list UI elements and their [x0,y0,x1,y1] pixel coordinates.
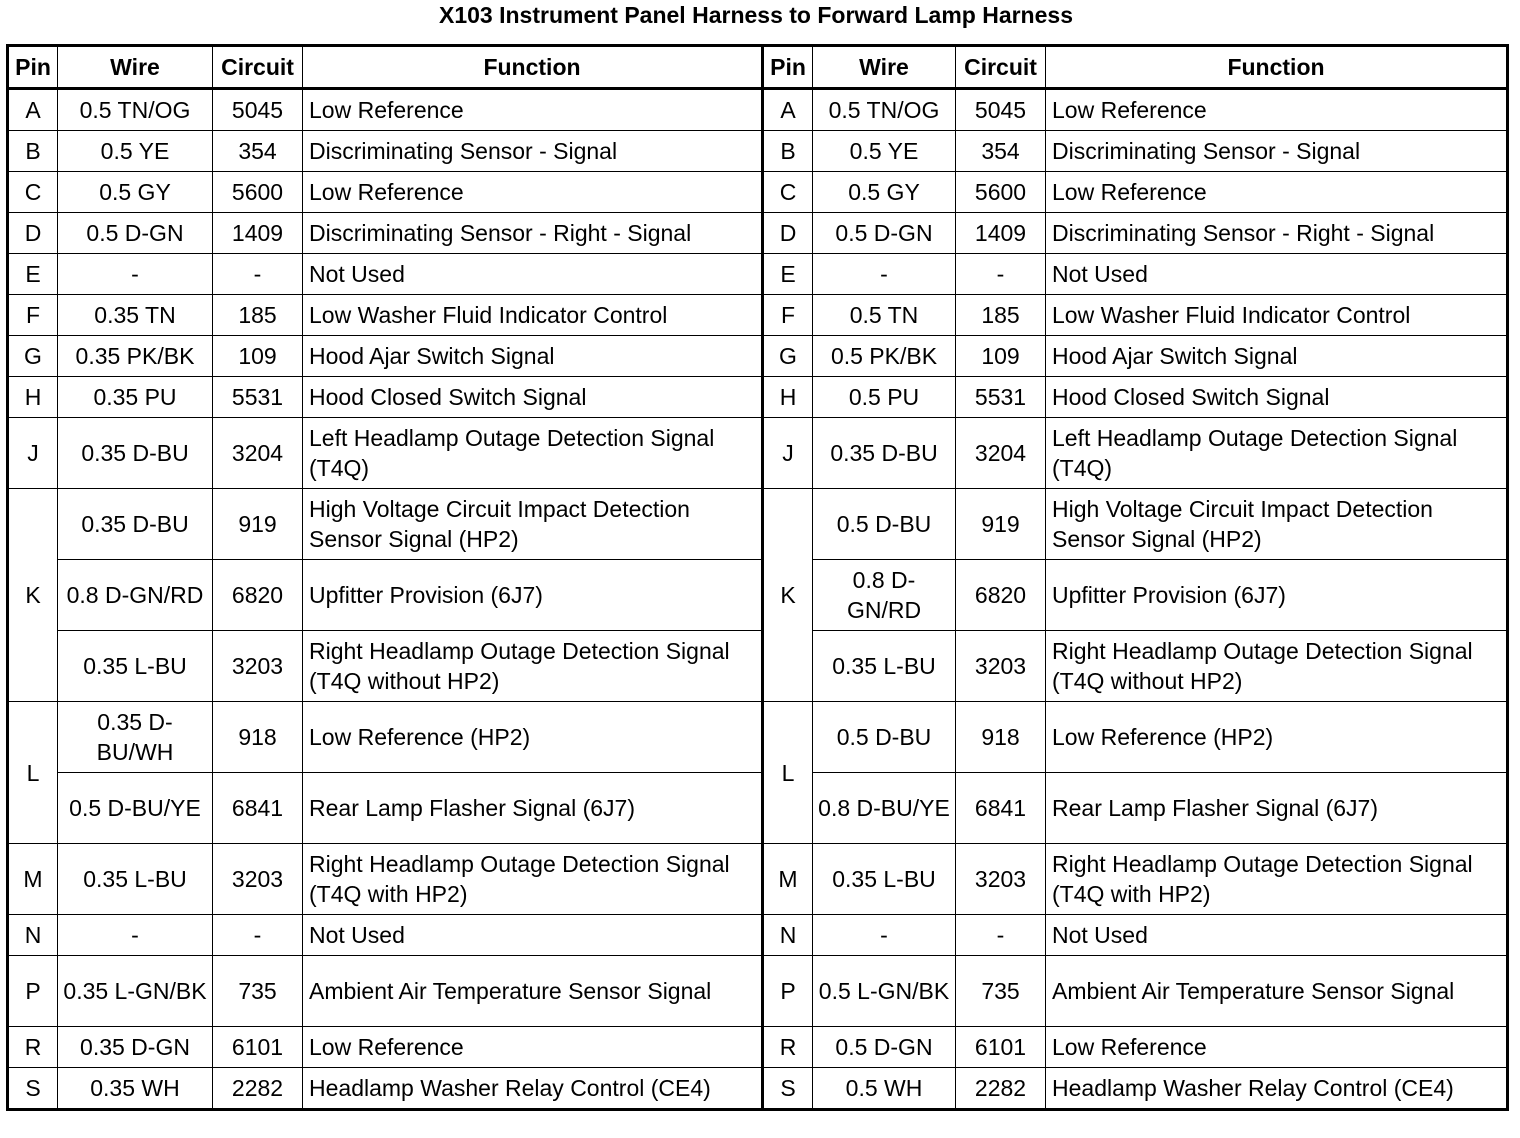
function-cell: Right Headlamp Outage Detection Signal (T4Q without HP2) [303,631,763,702]
circuit-cell: 6841 [213,773,303,844]
function-cell: Headlamp Washer Relay Control (CE4) [1046,1068,1508,1110]
pin-cell: B [763,131,813,172]
circuit-cell: 109 [956,336,1046,377]
wire-cell: 0.35 D-BU [813,418,956,489]
circuit-cell: - [213,254,303,295]
pin-cell: A [763,89,813,131]
pin-cell: F [8,295,58,336]
function-cell: Discriminating Sensor - Right - Signal [1046,213,1508,254]
pin-cell: S [8,1068,58,1110]
table-row [8,956,1508,1027]
function-cell: Low Washer Fluid Indicator Control [1046,295,1508,336]
function-cell: Left Headlamp Outage Detection Signal (T4Q) [1046,418,1508,489]
function-cell: Rear Lamp Flasher Signal (6J7) [1046,773,1508,844]
table-row [8,131,1508,172]
wire-cell: 0.35 D-GN [58,1027,213,1068]
circuit-cell: 918 [213,702,303,773]
pin-cell: C [8,172,58,213]
function-cell: Low Reference (HP2) [1046,702,1508,773]
circuit-cell: 1409 [213,213,303,254]
circuit-cell: 3203 [956,631,1046,702]
wire-cell: 0.5 D-GN [813,1027,956,1068]
circuit-cell: 6101 [213,1027,303,1068]
circuit-cell: 185 [213,295,303,336]
wire-cell: 0.5 D-BU [813,489,956,560]
circuit-cell: - [956,254,1046,295]
wire-cell: 0.5 PU [813,377,956,418]
table-row [8,560,1508,631]
pin-cell: J [763,418,813,489]
circuit-cell: 5045 [213,89,303,131]
header-circuit: Circuit [956,46,1046,89]
circuit-cell: 354 [956,131,1046,172]
pin-cell: L [763,702,813,844]
wire-cell: 0.35 L-GN/BK [58,956,213,1027]
wire-cell: 0.8 D-GN/RD [58,560,213,631]
pin-cell: N [763,915,813,956]
function-cell: Low Reference [303,172,763,213]
pin-cell: L [8,702,58,844]
circuit-cell: 5045 [956,89,1046,131]
wire-cell: 0.35 WH [58,1068,213,1110]
pin-cell: M [763,844,813,915]
function-cell: High Voltage Circuit Impact Detection Sensor Signal (HP2) [303,489,763,560]
wire-cell: 0.35 D-BU [58,418,213,489]
circuit-cell: 5531 [213,377,303,418]
pin-cell: R [763,1027,813,1068]
circuit-cell: 2282 [956,1068,1046,1110]
header-wire: Wire [813,46,956,89]
function-cell: Hood Ajar Switch Signal [303,336,763,377]
pin-cell: B [8,131,58,172]
function-cell: Hood Ajar Switch Signal [1046,336,1508,377]
circuit-cell: 6820 [956,560,1046,631]
table-row [8,172,1508,213]
header-pin: Pin [8,46,58,89]
circuit-cell: 735 [956,956,1046,1027]
circuit-cell: - [213,915,303,956]
function-cell: Right Headlamp Outage Detection Signal (T4Q without HP2) [1046,631,1508,702]
wire-cell: 0.5 TN/OG [58,89,213,131]
function-cell: Low Reference [303,1027,763,1068]
wire-cell: 0.35 L-BU [813,844,956,915]
header-circuit: Circuit [213,46,303,89]
pin-cell: G [763,336,813,377]
function-cell: Low Reference [1046,172,1508,213]
wire-cell: 0.5 L-GN/BK [813,956,956,1027]
circuit-cell: 1409 [956,213,1046,254]
circuit-cell: 185 [956,295,1046,336]
pin-cell: M [8,844,58,915]
header-pin: Pin [763,46,813,89]
circuit-cell: 109 [213,336,303,377]
wire-cell: 0.5 TN/OG [813,89,956,131]
table-row [8,631,1508,702]
wire-cell: 0.5 GY [58,172,213,213]
pin-cell: S [763,1068,813,1110]
function-cell: Left Headlamp Outage Detection Signal (T4Q) [303,418,763,489]
header-row [8,46,1508,89]
wire-cell: 0.5 YE [58,131,213,172]
pin-cell: G [8,336,58,377]
table-row [8,295,1508,336]
function-cell: Discriminating Sensor - Signal [303,131,763,172]
circuit-cell: 735 [213,956,303,1027]
pin-cell: K [763,489,813,702]
wire-cell: 0.35 D-BU/WH [58,702,213,773]
wire-cell: 0.5 PK/BK [813,336,956,377]
wire-cell: 0.5 YE [813,131,956,172]
function-cell: Low Reference [1046,1027,1508,1068]
wire-cell: 0.5 D-BU [813,702,956,773]
function-cell: Not Used [303,254,763,295]
function-cell: Low Reference (HP2) [303,702,763,773]
circuit-cell: 918 [956,702,1046,773]
function-cell: Upfitter Provision (6J7) [1046,560,1508,631]
function-cell: Headlamp Washer Relay Control (CE4) [303,1068,763,1110]
table-row [8,254,1508,295]
function-cell: Not Used [303,915,763,956]
wire-cell: 0.8 D-BU/YE [813,773,956,844]
table-row [8,89,1508,131]
function-cell: Not Used [1046,254,1508,295]
wire-cell: 0.5 D-BU/YE [58,773,213,844]
wire-cell: 0.5 WH [813,1068,956,1110]
wire-cell: 0.35 L-BU [58,844,213,915]
circuit-cell: 6101 [956,1027,1046,1068]
circuit-cell: 6820 [213,560,303,631]
circuit-cell: 5531 [956,377,1046,418]
function-cell: Ambient Air Temperature Sensor Signal [1046,956,1508,1027]
header-function: Function [1046,46,1508,89]
function-cell: Right Headlamp Outage Detection Signal (T4Q with HP2) [303,844,763,915]
circuit-cell: 6841 [956,773,1046,844]
pin-cell: E [763,254,813,295]
wire-cell: 0.5 D-GN [58,213,213,254]
page-title: X103 Instrument Panel Harness to Forward Lamp Harness [439,2,1073,28]
wire-cell: 0.35 PK/BK [58,336,213,377]
table-row [8,213,1508,254]
table-row [8,844,1508,915]
pin-cell: P [763,956,813,1027]
circuit-cell: 2282 [213,1068,303,1110]
function-cell: Right Headlamp Outage Detection Signal (T4Q with HP2) [1046,844,1508,915]
function-cell: Upfitter Provision (6J7) [303,560,763,631]
pinout-table [6,44,1509,1111]
table-row [8,702,1508,773]
pin-cell: P [8,956,58,1027]
pin-cell: F [763,295,813,336]
function-cell: Low Washer Fluid Indicator Control [303,295,763,336]
wire-cell: 0.5 GY [813,172,956,213]
circuit-cell: 5600 [213,172,303,213]
wire-cell: - [813,915,956,956]
function-cell: Not Used [1046,915,1508,956]
function-cell: Low Reference [303,89,763,131]
circuit-cell: 354 [213,131,303,172]
function-cell: Discriminating Sensor - Right - Signal [303,213,763,254]
circuit-cell: 3203 [213,631,303,702]
wire-cell: 0.35 D-BU [58,489,213,560]
pin-cell: E [8,254,58,295]
table-row [8,377,1508,418]
function-cell: Hood Closed Switch Signal [303,377,763,418]
wire-cell: 0.35 PU [58,377,213,418]
pin-cell: R [8,1027,58,1068]
function-cell: Ambient Air Temperature Sensor Signal [303,956,763,1027]
table-row [8,418,1508,489]
function-cell: Rear Lamp Flasher Signal (6J7) [303,773,763,844]
pin-cell: J [8,418,58,489]
pin-cell: D [8,213,58,254]
wire-cell: 0.35 TN [58,295,213,336]
pin-cell: H [8,377,58,418]
table-row [8,915,1508,956]
wire-cell: 0.5 TN [813,295,956,336]
pin-cell: K [8,489,58,702]
circuit-cell: 3204 [956,418,1046,489]
table-row [8,1068,1508,1110]
table-row [8,336,1508,377]
table-row [8,489,1508,560]
wire-cell: - [58,254,213,295]
wire-cell: - [813,254,956,295]
circuit-cell: 3204 [213,418,303,489]
function-cell: Low Reference [1046,89,1508,131]
circuit-cell: 3203 [213,844,303,915]
pin-cell: D [763,213,813,254]
wire-cell: 0.35 L-BU [813,631,956,702]
pin-cell: H [763,377,813,418]
function-cell: High Voltage Circuit Impact Detection Sensor Signal (HP2) [1046,489,1508,560]
pin-cell: C [763,172,813,213]
header-function: Function [303,46,763,89]
table-row [8,1027,1508,1068]
wire-cell: 0.8 D-GN/RD [813,560,956,631]
circuit-cell: 5600 [956,172,1046,213]
function-cell: Discriminating Sensor - Signal [1046,131,1508,172]
pin-cell: A [8,89,58,131]
table-row [8,773,1508,844]
wire-cell: 0.35 L-BU [58,631,213,702]
wire-cell: 0.5 D-GN [813,213,956,254]
wire-cell: - [58,915,213,956]
circuit-cell: 3203 [956,844,1046,915]
circuit-cell: - [956,915,1046,956]
header-wire: Wire [58,46,213,89]
circuit-cell: 919 [956,489,1046,560]
circuit-cell: 919 [213,489,303,560]
pin-cell: N [8,915,58,956]
function-cell: Hood Closed Switch Signal [1046,377,1508,418]
